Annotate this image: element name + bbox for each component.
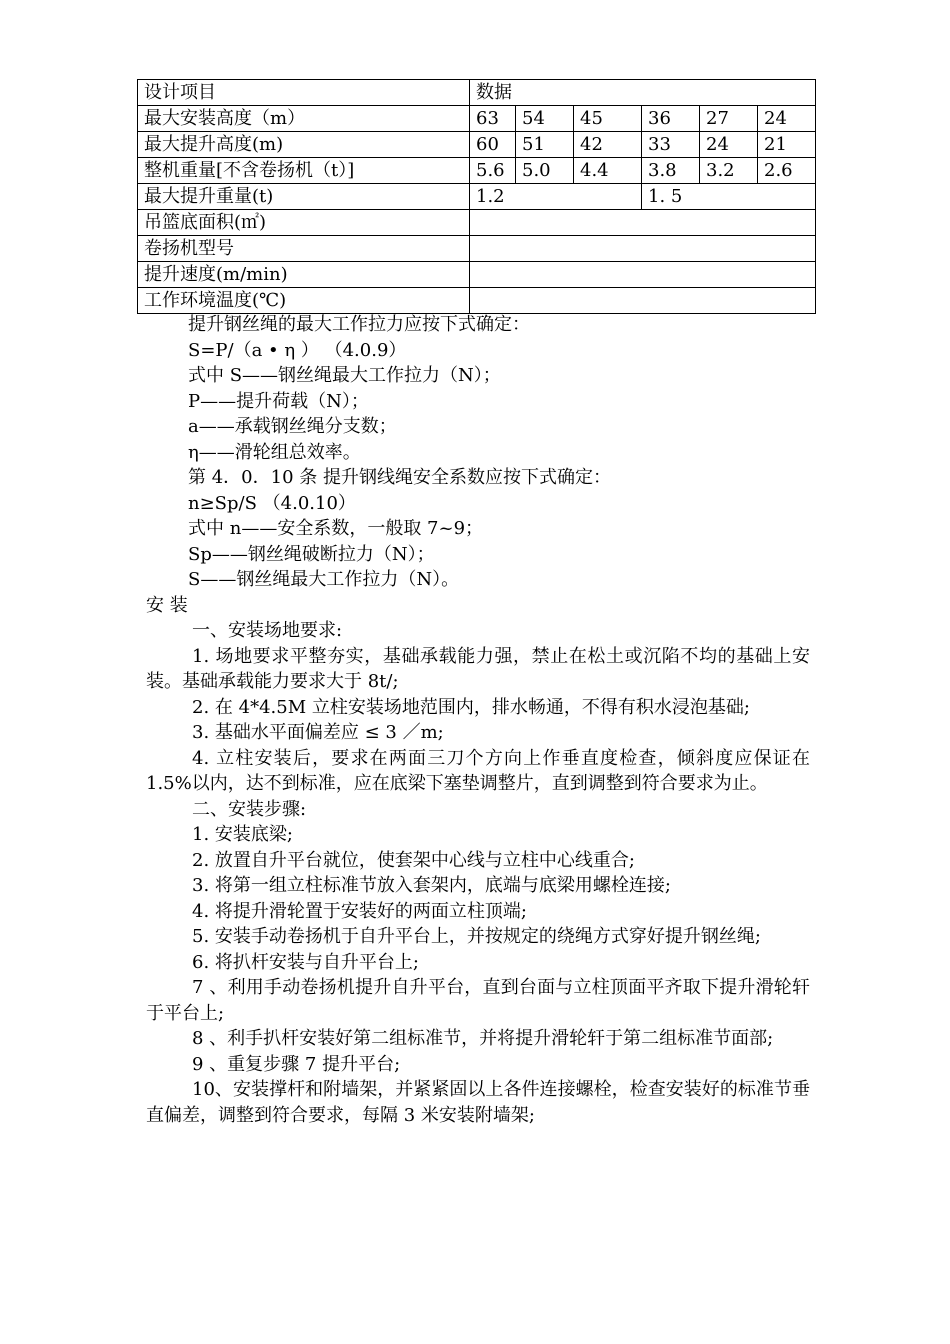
subsection-heading: 二、安装步骤: <box>192 798 307 820</box>
row-label: 最大提升重量(t) <box>138 184 470 210</box>
table-cell: 4.4 <box>574 158 642 184</box>
table-row <box>138 184 816 210</box>
list-item: 7 、利用手动卷扬机提升自升平台，直到台面与立柱顶面平齐取下提升滑轮轩于平台上; <box>146 977 810 1024</box>
formula-equation: S=P/（a • η ） （4.0.9） <box>188 339 407 361</box>
list-item: 1. 场地要求平整夯实，基础承载能力强，禁止在松土或沉陷不均的基础上安装。基础承载能力要求大于 8t/; <box>146 645 810 692</box>
table-row <box>138 106 816 132</box>
list-item: 4. 将提升滑轮置于安装好的两面立柱顶端; <box>192 900 527 922</box>
table-cell: 60 <box>470 132 516 158</box>
table-cell: 5.6 <box>470 158 516 184</box>
formula-definition: η——滑轮组总效率。 <box>188 441 361 463</box>
table-cell: 45 <box>574 106 642 132</box>
table-row <box>138 288 816 314</box>
row-label: 整机重量[不含卷扬机（t）] <box>138 158 470 184</box>
row-label: 吊篮底面积(㎡) <box>138 210 470 236</box>
list-item: 3. 将第一组立柱标准节放入套架内，底端与底梁用螺栓连接; <box>192 875 671 896</box>
table-cell: 36 <box>642 106 700 132</box>
spec-table <box>137 79 816 314</box>
list-item: 9 、重复步骤 7 提升平台; <box>192 1053 401 1075</box>
formula-equation: n≥Sp/S （4.0.10） <box>188 492 356 514</box>
table-header-row <box>138 80 816 106</box>
list-item: 4. 立柱安装后，要求在两面三刀个方向上作垂直度检查，倾斜度应保证在 1.5%以内，达不到标准，应在底梁下塞垫调整片，直到调整到符合要求为止。 <box>146 747 810 794</box>
table-cell: 24 <box>700 132 758 158</box>
row-label: 提升速度(m/min) <box>138 262 470 288</box>
table-cell <box>470 262 816 288</box>
table-cell <box>470 288 816 314</box>
table-header-value: 数据 <box>470 80 816 106</box>
formula-intro: 提升钢丝绳的最大工作拉力应按下式确定： <box>188 314 530 335</box>
row-label: 最大提升高度(m) <box>138 132 470 158</box>
table-cell: 27 <box>700 106 758 132</box>
table-row <box>138 210 816 236</box>
list-item: 3. 基础水平面偏差应 ≤ 3 ／m; <box>192 722 444 743</box>
row-label: 卷扬机型号 <box>138 236 470 262</box>
table-cell <box>470 210 816 236</box>
list-item: 6. 将扒杆安装与自升平台上; <box>192 951 419 973</box>
table-header-label: 设计项目 <box>138 80 470 106</box>
table-cell <box>470 236 816 262</box>
table-cell: 5.0 <box>516 158 574 184</box>
article-heading: 第 4．0．10 条 提升钢线绳安全系数应按下式确定： <box>188 467 611 488</box>
list-item: 5. 安装手动卷扬机于自升平台上，并按规定的绕绳方式穿好提升钢丝绳; <box>192 926 761 947</box>
formula-definition: Sp——钢丝绳破断拉力（N）； <box>188 543 435 565</box>
table-cell: 21 <box>758 132 816 158</box>
formula-definition: 式中 S——钢丝绳最大工作拉力（N）； <box>188 365 501 386</box>
list-item: 2. 放置自升平台就位，使套架中心线与立柱中心线重合; <box>192 849 635 871</box>
formula-definition: S——钢丝绳最大工作拉力（N）。 <box>188 569 460 590</box>
list-item: 10、安装撑杆和附墙架，并紧紧固以上各件连接螺栓，检查安装好的标准节垂直偏差，调整到符合要求，每隔 3 米安装附墙架; <box>146 1079 810 1126</box>
table-cell: 33 <box>642 132 700 158</box>
table-cell: 42 <box>574 132 642 158</box>
table-cell: 1. 5 <box>642 184 816 210</box>
table-cell: 24 <box>758 106 816 132</box>
table-cell: 3.8 <box>642 158 700 184</box>
formula-definition: a——承载钢丝绳分支数； <box>188 416 397 437</box>
subsection-heading: 一、安装场地要求: <box>192 620 343 641</box>
table-row <box>138 262 816 288</box>
table-cell: 63 <box>470 106 516 132</box>
list-item: 8 、利手扒杆安装好第二组标准节，并将提升滑轮轩于第二组标准节面部; <box>192 1028 774 1049</box>
table-row <box>138 236 816 262</box>
table-cell: 2.6 <box>758 158 816 184</box>
formula-definition: 式中 n——安全系数，一般取 7~9； <box>188 518 484 539</box>
formula-definition: P——提升荷载（N）； <box>188 390 369 412</box>
table-row <box>138 158 816 184</box>
row-label: 最大安装高度（m） <box>138 106 470 132</box>
table-cell: 1.2 <box>470 184 642 210</box>
row-label: 工作环境温度(℃) <box>138 288 470 314</box>
table-cell: 3.2 <box>700 158 758 184</box>
table-row <box>138 132 816 158</box>
table-cell: 51 <box>516 132 574 158</box>
list-item: 2. 在 4*4.5M 立柱安装场地范围内，排水畅通，不得有积水浸泡基础; <box>192 696 750 718</box>
section-heading: 安 装 <box>146 594 188 616</box>
body-text <box>146 312 810 1128</box>
table-cell: 54 <box>516 106 574 132</box>
list-item: 1. 安装底梁; <box>192 824 293 845</box>
